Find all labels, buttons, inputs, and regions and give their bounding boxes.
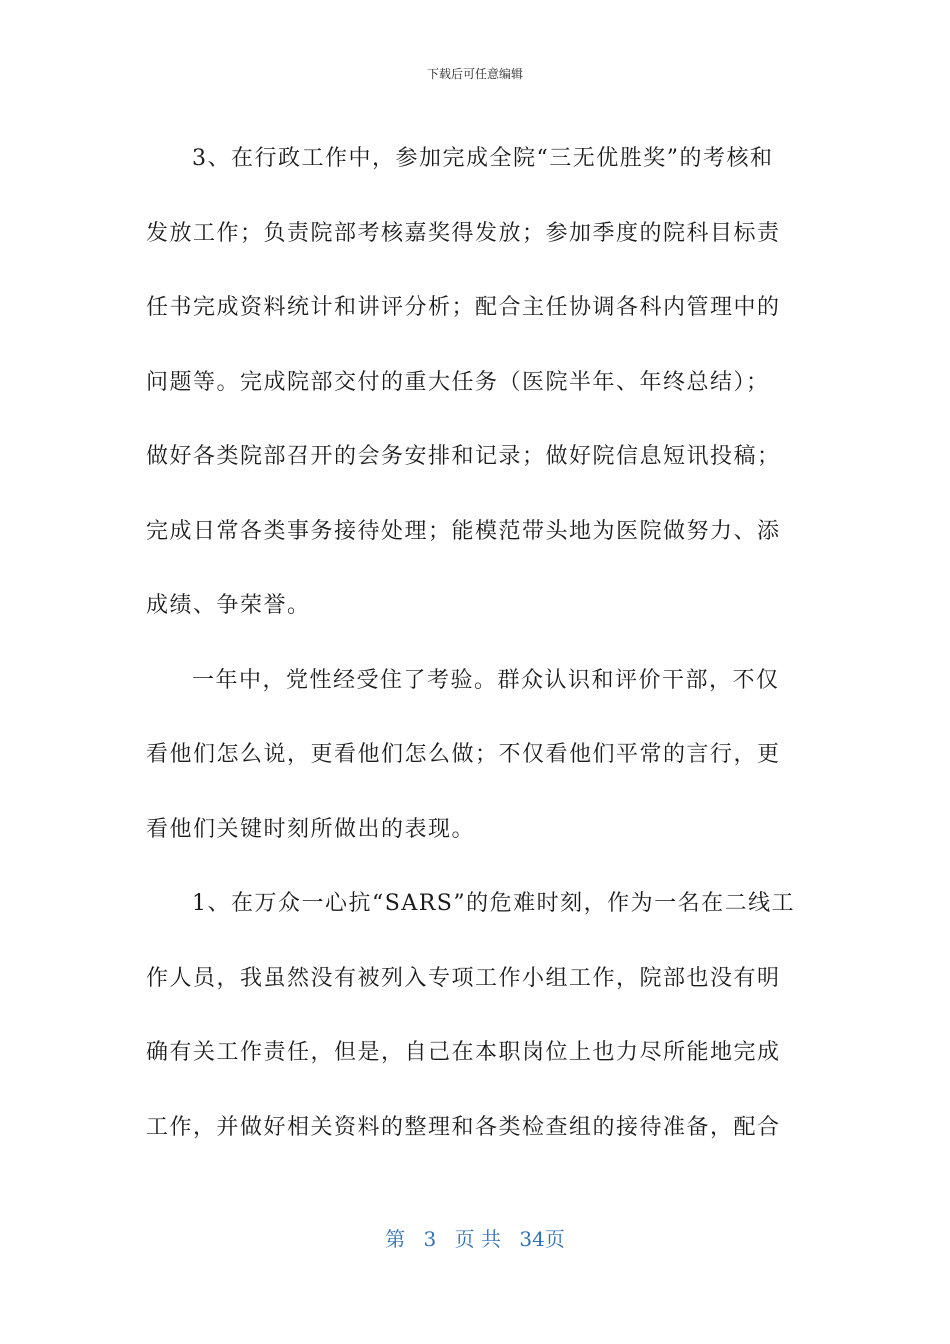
footer-suffix: 页 (544, 1227, 565, 1251)
footer-page-number: 3 (423, 1227, 437, 1251)
text-line: 完成日常各类事务接待处理；能模范带头地为医院做努力、添 (146, 518, 781, 544)
text-line: 做好各类院部召开的会务安排和记录；做好院信息短讯投稿； (146, 444, 781, 469)
text-line: 1、在万众一心抗“SARS”的危难时刻，作为一名在二线工 (192, 891, 796, 916)
text-line: 看他们怎么说，更看他们怎么做；不仅看他们平常的言行，更 (146, 742, 781, 767)
document-body (146, 122, 816, 1165)
text-line: 发放工作；负责院部考核嘉奖得发放；参加季度的院科目标责 (146, 220, 781, 246)
paragraph-1 (146, 122, 816, 644)
paragraph-3 (146, 867, 816, 1165)
footer-middle: 页 共 (454, 1227, 501, 1251)
page-footer (0, 1226, 950, 1252)
text-line: 确有关工作责任，但是，自己在本职岗位上也力尽所能地完成 (146, 1040, 781, 1065)
text-line: 任书完成资料统计和讲评分析；配合主任协调各科内管理中的 (146, 295, 781, 320)
text-line: 作人员，我虽然没有被列入专项工作小组工作，院部也没有明 (146, 965, 781, 991)
text-line: 成绩、争荣誉。 (146, 593, 311, 618)
page-header: 下载后可任意编辑 (426, 67, 523, 81)
text-line: 工作，并做好相关资料的整理和各类检查组的接待准备，配合 (146, 1114, 781, 1140)
text-line: 问题等。完成院部交付的重大任务（医院半年、年终总结）； (146, 369, 770, 395)
text-line: 看他们关键时刻所做出的表现。 (146, 816, 476, 842)
footer-prefix: 第 (385, 1227, 406, 1251)
footer-total-pages: 34 (519, 1227, 545, 1251)
text-line: 一年中，党性经受住了考验。群众认识和评价干部，不仅 (192, 667, 780, 693)
text-line: 3、在行政工作中，参加完成全院“三无优胜奖”的考核和 (192, 146, 774, 171)
paragraph-2 (146, 644, 816, 868)
